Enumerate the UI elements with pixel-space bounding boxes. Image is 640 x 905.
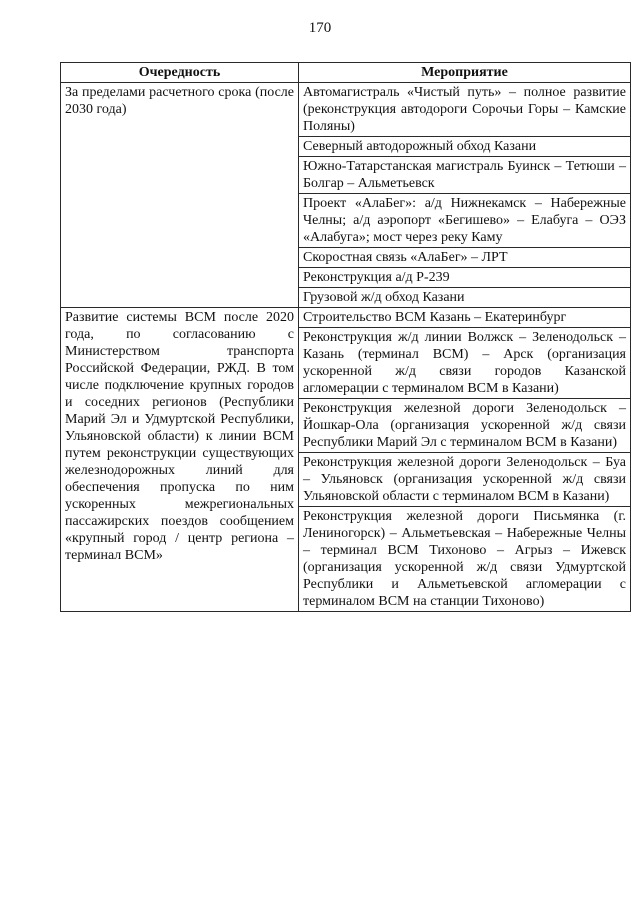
measure-cell: Южно-Татарстанская магистраль Буинск – Тетюши – Болгар – Альметьевск [299,157,631,194]
header-period: Очередность [61,63,299,83]
measure-cell: Реконструкция железной дороги Зеленодольск – Буа – Ульяновск (организация ускоренной ж/д связи Ульяновской области с терминалом ВСМ в Казани) [299,453,631,507]
measure-cell: Реконструкция железной дороги Письмянка (г. Лениногорск) – Альметьевская – Набережные Челны – терминал ВСМ Тихоново – Агрыз – Ижевск (организация ускоренной ж/д связи Удмуртской Республики и Альметьевской агломерации с терминалом ВСМ на станции Тихоново) [299,507,631,612]
page-number: 170 [308,20,332,36]
measure-cell: Скоростная связь «АлаБег» – ЛРТ [299,248,631,268]
measure-cell: Автомагистраль «Чистый путь» – полное развитие (реконструкция автодороги Сорочьи Горы – Камские Поляны) [299,83,631,137]
measure-cell: Северный автодорожный обход Казани [299,137,631,157]
measure-cell: Реконструкция а/д Р-239 [299,268,631,288]
period-cell: За пределами расчетного срока (после 2030 года) [61,83,299,308]
header-measure: Мероприятие [299,63,631,83]
measures-table [60,62,631,612]
measure-cell: Реконструкция железной дороги Зеленодольск – Йошкар-Ола (организация ускоренной ж/д связи Республики Марий Эл с терминалом ВСМ в Казани) [299,399,631,453]
table-header-row [61,63,631,83]
period-cell: Развитие системы ВСМ после 2020 года, по согласованию с Министерством транспорта Российской Федерации, РЖД. В том числе подключение крупных городов и соседних регионов (Республики Марий Эл и Удмуртской Республики, Ульяновской области) к линии ВСМ путем реконструкции существующих железнодорожных линий для обеспечения пропуска по ним ускоренных межрегиональных пассажирских поездов сообщением «крупный город / центр региона – терминал ВСМ» [61,308,299,612]
table-row [61,308,631,328]
measure-cell: Проект «АлаБег»: а/д Нижнекамск – Набережные Челны; а/д аэропорт «Бегишево» – Елабуга – ОЭЗ «Алабуга»; мост через реку Каму [299,194,631,248]
measure-cell: Грузовой ж/д обход Казани [299,288,631,308]
table-row [61,83,631,137]
measure-cell: Строительство ВСМ Казань – Екатеринбург [299,308,631,328]
measure-cell: Реконструкция ж/д линии Волжск – Зеленодольск – Казань (терминал ВСМ) – Арск (организация ускоренной ж/д связи городов Казанской агломерации с терминалом ВСМ в Казани) [299,328,631,399]
